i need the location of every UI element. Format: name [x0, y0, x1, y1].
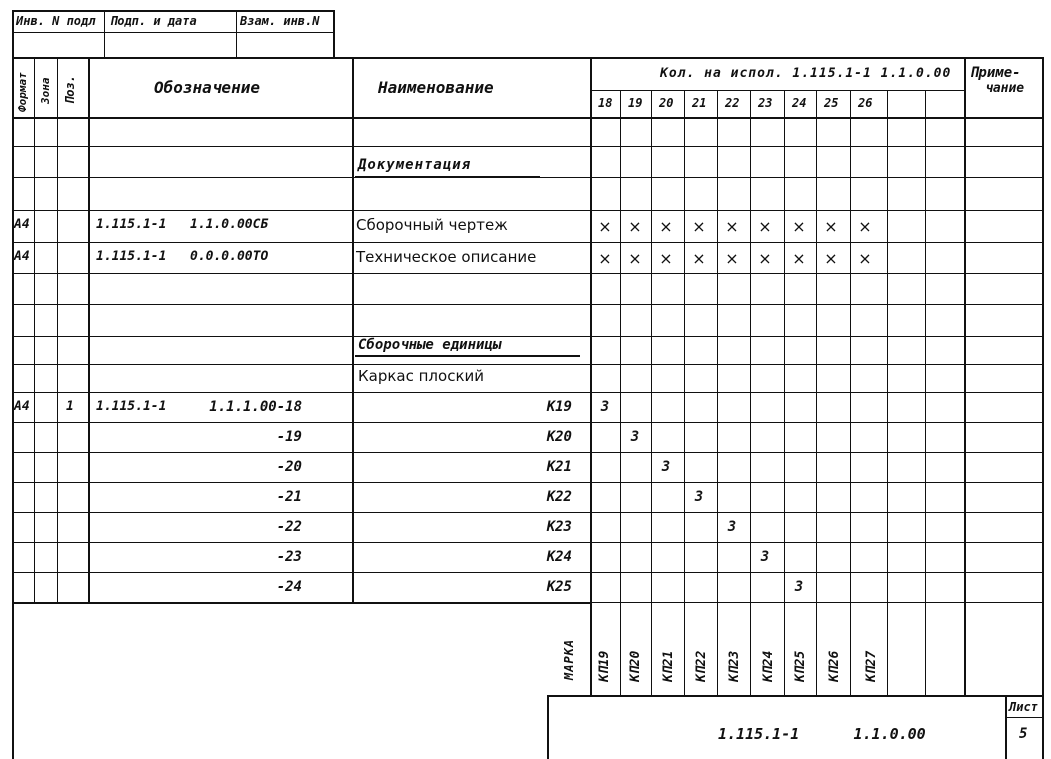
variant-header: 25	[824, 96, 839, 110]
frame-right	[1042, 57, 1044, 759]
column-line	[816, 90, 817, 695]
stamp-inv-podl: Инв. N подл	[16, 14, 96, 28]
variant-header: 26	[858, 96, 873, 110]
unit-code: 1.1.1.00-18	[209, 399, 302, 415]
unit-quantity: 3	[760, 549, 770, 565]
unit-name: К24	[546, 549, 572, 565]
header-kol-title: Кол. на испол. 1.115.1-1 1.1.0.00	[660, 66, 952, 81]
marka-value: КП22	[694, 650, 709, 682]
unit-poz: 1	[66, 399, 74, 414]
variant-header: 24	[792, 96, 807, 110]
doc-applicable-mark: ×	[692, 217, 706, 236]
unit-format: А4	[14, 399, 30, 414]
header-naimenovanie: Наименование	[378, 78, 494, 97]
unit-name: К19	[546, 399, 572, 415]
doc-code: 0.0.0.00ТО	[190, 249, 269, 264]
column-line	[590, 57, 592, 695]
header-format: Формат	[16, 72, 29, 112]
marka-value: КП26	[827, 650, 842, 682]
unit-code: -21	[276, 489, 302, 505]
doc-applicable-mark: ×	[628, 249, 642, 268]
unit-quantity: 3	[694, 489, 704, 505]
marka-label: МАРКА	[562, 638, 576, 680]
column-line	[684, 90, 685, 695]
title-block-sheet-line	[1005, 717, 1044, 718]
marka-value: КП20	[628, 650, 643, 682]
marka-value: КП24	[761, 650, 776, 682]
stamp-div-1	[104, 10, 105, 58]
header-sub-line	[590, 90, 965, 91]
column-line	[352, 57, 354, 602]
stamp-mid-line	[12, 32, 334, 33]
stamp-div-2	[236, 10, 237, 58]
variant-header: 19	[628, 96, 643, 110]
column-line	[964, 57, 966, 695]
section-documentation: Документация	[358, 157, 472, 173]
marka-value: КП19	[597, 650, 612, 682]
column-line	[34, 57, 35, 602]
title-block-top	[547, 695, 1044, 697]
stamp-vzam-inv: Взам. инв.N	[240, 14, 320, 28]
section-assembly-underline	[355, 355, 580, 357]
header-oboznachenie: Обозначение	[154, 78, 260, 97]
unit-series: 1.115.1-1	[96, 399, 167, 414]
doc-format: А4	[14, 249, 30, 264]
doc-applicable-mark: ×	[628, 217, 642, 236]
document-designation: 1.115.1-1 1.1.0.00	[718, 725, 926, 743]
unit-name: К23	[546, 519, 572, 535]
doc-applicable-mark: ×	[858, 217, 872, 236]
variant-header: 23	[758, 96, 773, 110]
unit-name: К25	[546, 579, 572, 595]
sheet-number: 5	[1019, 726, 1028, 742]
doc-name: Сборочный чертеж	[356, 216, 508, 234]
column-line	[925, 90, 926, 695]
stamp-podp-data: Подп. и дата	[110, 14, 197, 28]
doc-applicable-mark: ×	[659, 249, 673, 268]
doc-applicable-mark: ×	[692, 249, 706, 268]
doc-applicable-mark: ×	[598, 249, 612, 268]
unit-name: К22	[546, 489, 572, 505]
column-line	[887, 90, 888, 695]
doc-applicable-mark: ×	[792, 217, 806, 236]
frame-top	[12, 57, 1044, 59]
unit-code: -23	[276, 549, 302, 565]
header-bottom	[12, 117, 1044, 119]
column-line	[717, 90, 718, 695]
variant-header: 18	[598, 96, 613, 110]
column-line	[620, 90, 621, 695]
unit-quantity: 3	[600, 399, 610, 415]
marka-value: КП23	[727, 650, 742, 682]
variant-header: 21	[692, 96, 707, 110]
header-primechanie-1: Приме-	[970, 65, 1021, 81]
marka-value: КП27	[864, 650, 879, 682]
section-documentation-underline	[355, 176, 540, 178]
unit-name: К21	[546, 459, 572, 475]
doc-applicable-mark: ×	[758, 249, 772, 268]
doc-applicable-mark: ×	[824, 217, 838, 236]
doc-series: 1.115.1-1	[96, 217, 167, 232]
unit-quantity: 3	[727, 519, 737, 535]
unit-quantity: 3	[661, 459, 671, 475]
unit-quantity: 3	[630, 429, 640, 445]
left-block-bottom	[12, 602, 590, 604]
column-line	[57, 57, 58, 602]
unit-code: -24	[276, 579, 302, 595]
variant-header: 20	[659, 96, 674, 110]
stamp-top-line	[12, 10, 334, 12]
header-zona: Зона	[39, 77, 52, 104]
doc-applicable-mark: ×	[824, 249, 838, 268]
doc-name: Техническое описание	[356, 248, 537, 266]
unit-code: -19	[276, 429, 302, 445]
doc-applicable-mark: ×	[858, 249, 872, 268]
marka-value: КП21	[661, 650, 676, 682]
doc-applicable-mark: ×	[758, 217, 772, 236]
column-line	[784, 90, 785, 695]
section-assembly-units: Сборочные единицы	[358, 337, 502, 353]
section-frame: Каркас плоский	[358, 367, 485, 385]
marka-value: КП25	[793, 650, 808, 682]
header-primechanie-2: чание	[985, 81, 1025, 96]
title-block-sheet-div	[1005, 695, 1007, 759]
doc-applicable-mark: ×	[725, 217, 739, 236]
doc-code: 1.1.0.00СБ	[190, 217, 269, 232]
doc-series: 1.115.1-1	[96, 249, 167, 264]
unit-code: -22	[276, 519, 302, 535]
title-block-left	[547, 695, 549, 759]
doc-applicable-mark: ×	[598, 217, 612, 236]
variant-header: 22	[725, 96, 740, 110]
doc-applicable-mark: ×	[792, 249, 806, 268]
column-line	[750, 90, 751, 695]
doc-format: А4	[14, 217, 30, 232]
header-poz: Поз.	[63, 75, 77, 104]
stamp-left-line	[12, 10, 14, 58]
column-line	[850, 90, 851, 695]
sheet-label: Лист	[1009, 700, 1038, 714]
column-line	[651, 90, 652, 695]
column-line	[88, 57, 90, 602]
unit-quantity: 3	[794, 579, 804, 595]
unit-name: К20	[546, 429, 572, 445]
doc-applicable-mark: ×	[659, 217, 673, 236]
unit-code: -20	[276, 459, 302, 475]
doc-applicable-mark: ×	[725, 249, 739, 268]
stamp-right-line	[333, 10, 335, 58]
